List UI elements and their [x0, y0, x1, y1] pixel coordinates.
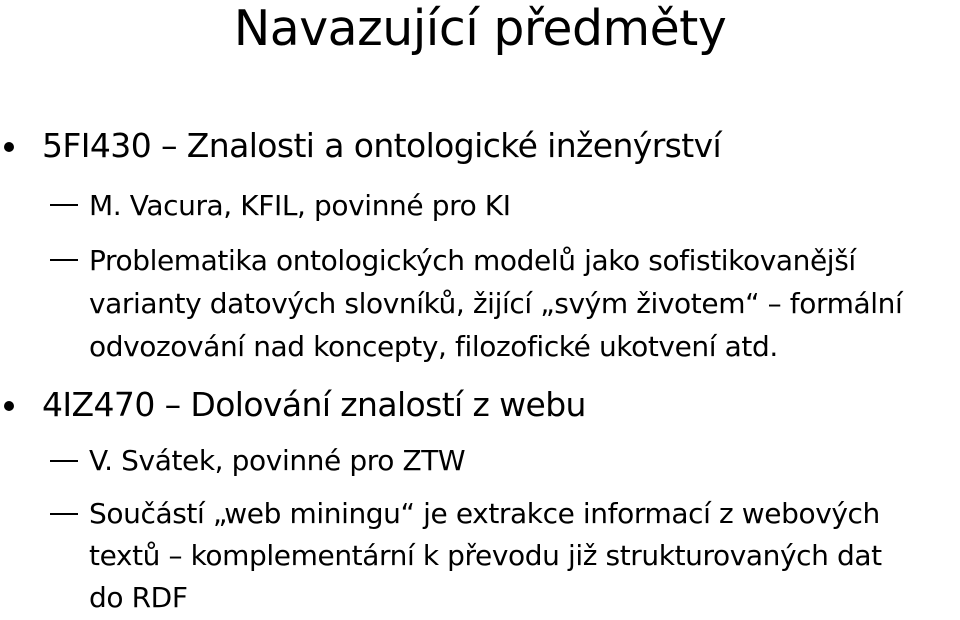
sub-bullet-text: Problematika ontologických modelů jako sofistikovanější [89, 244, 856, 277]
sub-bullet-text-cont: do RDF [89, 581, 188, 614]
bullet-heading: 4IZ470 – Dolování znalostí z webu [42, 385, 586, 424]
dash-icon [50, 460, 78, 462]
bullet-icon [4, 142, 14, 152]
sub-bullet-text-cont: textů – komplementární k převodu již strukturovaných dat [89, 539, 882, 572]
bullet-heading: 5FI430 – Znalosti a ontologické inženýrství [42, 126, 722, 165]
sub-bullet-text-cont: varianty datových slovníků, žijící „svým životem“ – formální [89, 287, 903, 320]
dash-icon [50, 204, 78, 206]
bullet-icon [4, 401, 14, 411]
dash-icon [50, 259, 78, 261]
sub-bullet-text: V. Svátek, povinné pro ZTW [89, 444, 466, 477]
slide-title: Navazující předměty [233, 0, 727, 57]
sub-bullet-text-cont: odvozování nad koncepty, filozofické ukotvení atd. [89, 330, 778, 363]
sub-bullet-text: Součástí „web miningu“ je extrakce informací z webových [89, 497, 880, 530]
dash-icon [50, 513, 78, 515]
sub-bullet-text: M. Vacura, KFIL, povinné pro KI [89, 189, 511, 222]
